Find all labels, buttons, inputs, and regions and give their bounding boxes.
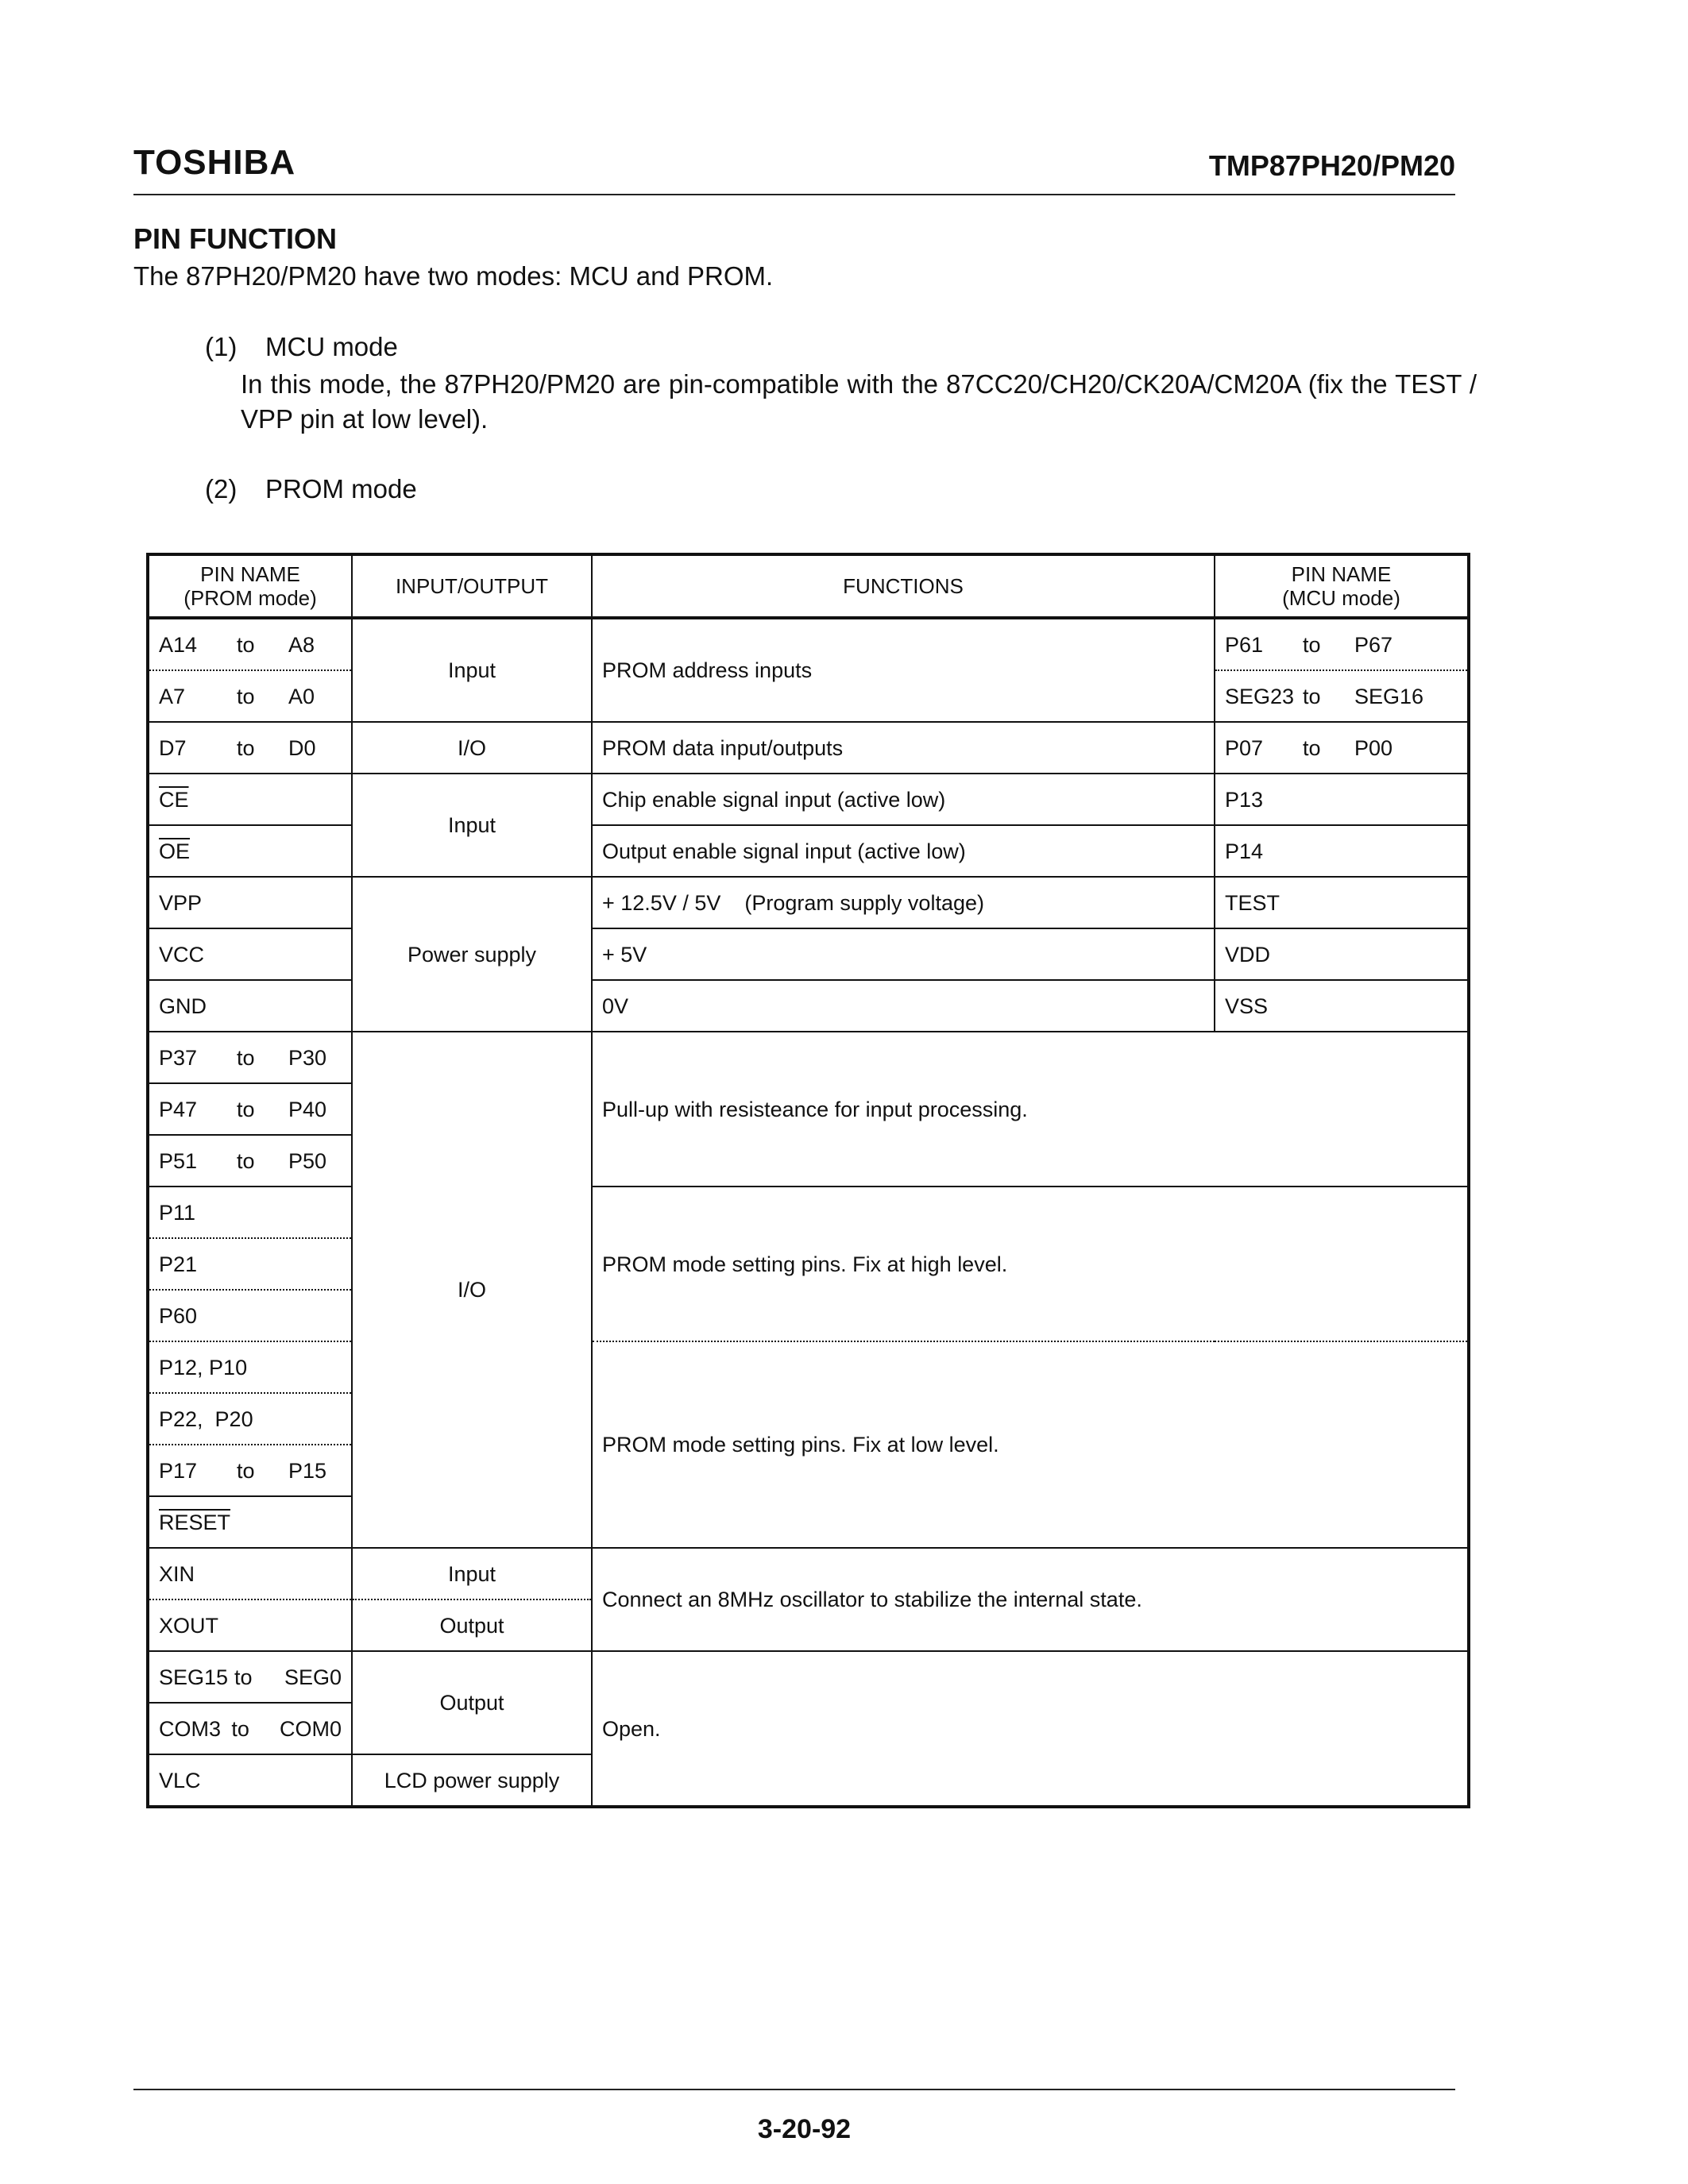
pin-prom: VCC xyxy=(148,928,352,980)
pin-prom: SEG15 to SEG0 xyxy=(148,1651,352,1703)
io-type: Input xyxy=(352,618,592,722)
pin-prom: P17 to P15 xyxy=(148,1445,352,1496)
table-row xyxy=(148,928,1469,980)
function-text: PROM mode setting pins. Fix at high level. xyxy=(592,1187,1469,1341)
footer-divider xyxy=(133,2089,1455,2090)
pin-prom: $\overline{CE}$ xyxy=(148,774,352,825)
pin-prom: D7 to D0 xyxy=(148,722,352,774)
pin-mcu: SEG23 to SEG16 xyxy=(1215,670,1469,722)
pin-mcu: VSS xyxy=(1215,980,1469,1032)
header-io: INPUT/OUTPUT xyxy=(352,554,592,618)
pin-function-table xyxy=(146,553,1470,1808)
header-pin-prom: PIN NAME (PROM mode) xyxy=(148,554,352,618)
pin-prom: P60 xyxy=(148,1290,352,1341)
table-header-row xyxy=(148,554,1469,618)
pin-prom: A7 to A0 xyxy=(148,670,352,722)
pin-prom: XIN xyxy=(148,1548,352,1599)
function-text: PROM mode setting pins. Fix at low level. xyxy=(592,1341,1469,1548)
mode1-number: (1) xyxy=(205,332,238,361)
mode1-text: In this mode, the 87PH20/PM20 are pin-compatible with the 87CC20/CH20/CK20A/CM20A (fix the TEST / VPP pin at low level). xyxy=(241,369,1477,434)
intro-text: The 87PH20/PM20 have two modes: MCU and PROM. xyxy=(133,261,774,291)
mode1-title: MCU mode xyxy=(265,332,398,361)
mode2-title: PROM mode xyxy=(265,474,417,504)
model-number: TMP87PH20/PM20 xyxy=(1208,149,1455,182)
function-text: Pull-up with resisteance for input processing. xyxy=(592,1032,1469,1187)
pin-prom: A14 to A8 xyxy=(148,618,352,670)
mode1-heading xyxy=(205,332,398,362)
function-text: Output enable signal input (active low) xyxy=(592,825,1215,877)
function-text: PROM address inputs xyxy=(592,618,1215,722)
pin-prom: P51 to P50 xyxy=(148,1135,352,1187)
function-text: Connect an 8MHz oscillator to stabilize the internal state. xyxy=(592,1548,1469,1651)
pin-prom: COM3 to COM0 xyxy=(148,1703,352,1754)
pin-prom: $\overline{OE}$ xyxy=(148,825,352,877)
pin-mcu: P07 to P00 xyxy=(1215,722,1469,774)
function-text: PROM data input/outputs xyxy=(592,722,1215,774)
pin-mcu: P13 xyxy=(1215,774,1469,825)
page-number: 3-20-92 xyxy=(757,2114,852,2144)
table-row xyxy=(148,825,1469,877)
pin-mcu: P61 to P67 xyxy=(1215,618,1469,670)
io-type: Input xyxy=(352,1548,592,1599)
mode2-number: (2) xyxy=(205,474,238,504)
pin-prom: VPP xyxy=(148,877,352,928)
table-row xyxy=(148,877,1469,928)
pin-prom: GND xyxy=(148,980,352,1032)
pin-prom: VLC xyxy=(148,1754,352,1807)
brand-logo: TOSHIBA xyxy=(133,143,296,182)
io-type: Power supply xyxy=(352,877,592,1032)
pin-prom: RESET xyxy=(148,1496,352,1548)
table-row xyxy=(148,1032,1469,1083)
table-row xyxy=(148,774,1469,825)
table-row xyxy=(148,1651,1469,1703)
table-row xyxy=(148,1187,1469,1238)
io-type: Output xyxy=(352,1599,592,1651)
table-row xyxy=(148,1341,1469,1393)
pin-mcu: P14 xyxy=(1215,825,1469,877)
pin-prom: P12, P10 xyxy=(148,1341,352,1393)
table-row xyxy=(148,618,1469,670)
pin-prom: P11 xyxy=(148,1187,352,1238)
pin-prom: P47 to P40 xyxy=(148,1083,352,1135)
function-text: 0V xyxy=(592,980,1215,1032)
pin-prom: XOUT xyxy=(148,1599,352,1651)
io-type: I/O xyxy=(352,1032,592,1548)
io-type: Output xyxy=(352,1651,592,1754)
table-row xyxy=(148,980,1469,1032)
pin-prom: P22, P20 xyxy=(148,1393,352,1445)
pin-mcu: TEST xyxy=(1215,877,1469,928)
io-type: LCD power supply xyxy=(352,1754,592,1807)
table-row xyxy=(148,1548,1469,1599)
io-type: I/O xyxy=(352,722,592,774)
function-text: + 5V xyxy=(592,928,1215,980)
function-text: + 12.5V / 5V (Program supply voltage) xyxy=(592,877,1215,928)
io-type: Input xyxy=(352,774,592,877)
pin-mcu: VDD xyxy=(1215,928,1469,980)
function-text: Chip enable signal input (active low) xyxy=(592,774,1215,825)
section-title: PIN FUNCTION xyxy=(133,222,337,255)
header-divider xyxy=(133,194,1455,195)
pin-prom: P21 xyxy=(148,1238,352,1290)
header-pin-mcu: PIN NAME (MCU mode) xyxy=(1215,554,1469,618)
header-functions: FUNCTIONS xyxy=(592,554,1215,618)
pin-prom: P37 to P30 xyxy=(148,1032,352,1083)
table-row xyxy=(148,722,1469,774)
function-text: Open. xyxy=(592,1651,1469,1807)
mode2-heading xyxy=(205,474,417,504)
